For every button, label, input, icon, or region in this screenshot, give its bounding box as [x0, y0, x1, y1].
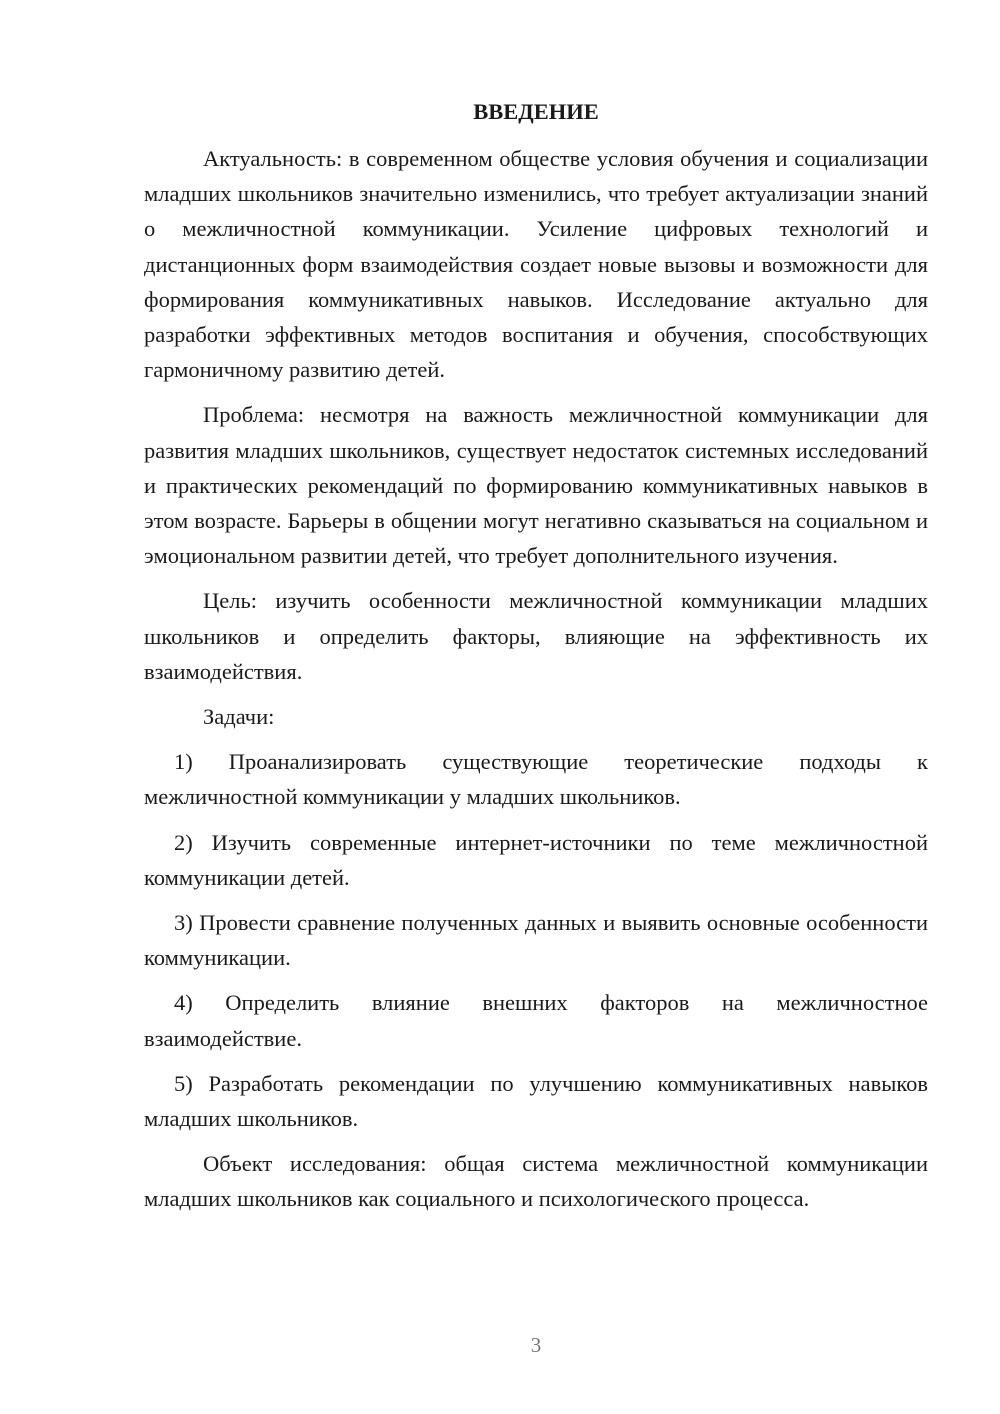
paragraph-goal: Цель: изучить особенности межличностной коммуникации младших школьников и определить факторы, влияющие на эффективность их взаимодействия.: [144, 588, 928, 684]
page-title: ВВЕДЕНИЕ: [473, 99, 599, 124]
page-number: 3: [530, 1333, 542, 1357]
paragraph-relevance: Актуальность: в современном обществе условия обучения и социализации младших школьников значительно изменились, что требует актуализации знаний о межличностной коммуникации. Усиление цифровых технологий и дистанционных форм взаимодействия создает новые вызовы и возможности для формирования коммуникативных навыков. Исследование актуально для разработки эффективных методов воспитания и обучения, способствующих гармоничному развитию детей.: [144, 146, 928, 383]
task-item-1: 1) Проанализировать существующие теоретические подходы к межличностной коммуникации у младших школьников.: [144, 749, 928, 810]
task-item-3: 3) Провести сравнение полученных данных и выявить основные особенности коммуникации.: [144, 910, 928, 971]
paragraph-problem: Проблема: несмотря на важность межличностной коммуникации для развития младших школьников, существует недостаток системных исследований и практических рекомендаций по формированию коммуникативных навыков в этом возрасте. Барьеры в общении могут негативно сказываться на социальном и эмоциональном развитии детей, что требует дополнительного изучения.: [144, 402, 928, 569]
paragraph-object: Объект исследования: общая система межличностной коммуникации младших школьников как социального и психологического процесса.: [144, 1151, 928, 1212]
task-item-5: 5) Разработать рекомендации по улучшению коммуникативных навыков младших школьников.: [144, 1070, 928, 1132]
task-item-2: 2) Изучить современные интернет-источники по теме межличностной коммуникации детей.: [144, 829, 928, 890]
task-item-4: 4) Определить влияние внешних факторов на межличностное взаимодействие.: [144, 990, 928, 1051]
paragraph-tasks-label: Задачи:: [203, 704, 275, 730]
page-content: [144, 94, 928, 1227]
